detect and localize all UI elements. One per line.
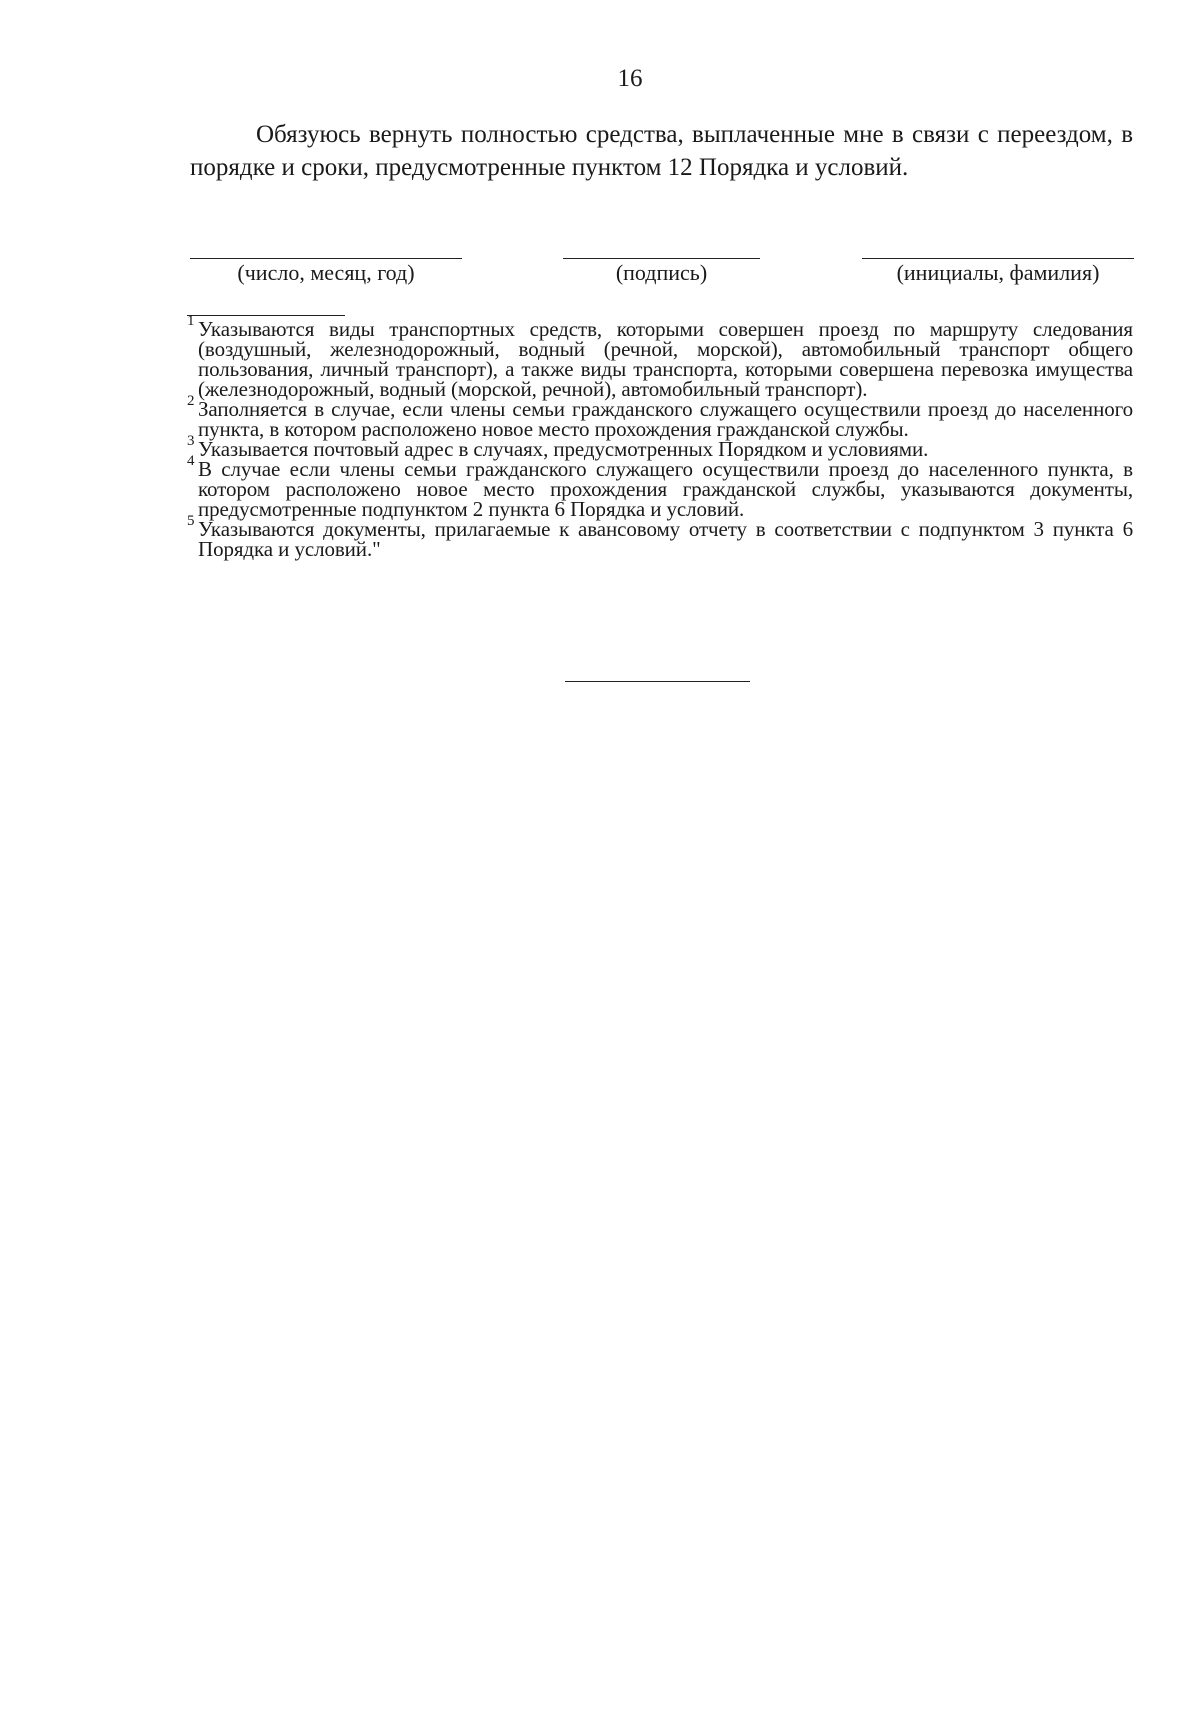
footnote-4 (187, 453, 1133, 521)
footnote-2 (187, 393, 1133, 441)
footnote-5 (187, 513, 1133, 561)
pledge-paragraph: Обязуюсь вернуть полностью средства, выплаченные мне в связи с переездом, в порядке и сроки, предусмотренные пунктом 12 Порядка и условий. (190, 121, 1133, 181)
footnote-1 (187, 313, 1133, 401)
name-signature-line (862, 258, 1134, 259)
signature-label: (подпись) (615, 260, 708, 285)
footnote-text: В случае если члены семьи гражданского служащего осуществили проезд до населенного пункта, в котором расположено новое место прохождения гражданской службы, указываются документы, предусмотренные подпунктом 2 пункта 6 Порядка и условий. (198, 457, 1133, 521)
footnote-text: Указывается почтовый адрес в случаях, предусмотренных Порядком и условиями. (198, 437, 929, 461)
date-signature-line (190, 258, 462, 259)
footnote-marker: 4 (187, 453, 195, 469)
signature-line (563, 258, 760, 259)
footnote-marker: 2 (187, 393, 195, 409)
footnote-3 (187, 433, 1133, 461)
footnote-marker: 3 (187, 433, 195, 449)
footnote-text: Указываются виды транспортных средств, которыми совершен проезд по маршруту следования (воздушный, железнодорожный, водный (речной, морской), автомобильный транспорт общего пользования, личный транспорт), а также виды транспорта, которыми совершена перевозка имущества (железнодорожный, водный (морской, речной), автомобильный транспорт). (198, 317, 1133, 401)
footnote-text: Заполняется в случае, если члены семьи гражданского служащего осуществили проезд до населенного пункта, в котором расположено новое место прохождения гражданской службы. (198, 397, 1133, 441)
footnote-text: Указываются документы, прилагаемые к авансовому отчету в соответствии с подпунктом 3 пункта 6 Порядка и условий." (198, 517, 1133, 561)
footnote-marker: 1 (187, 313, 195, 329)
page-number: 16 (617, 65, 643, 92)
footnote-separator (187, 315, 345, 316)
end-of-document-rule (565, 681, 750, 682)
name-label: (инициалы, фамилия) (896, 260, 1100, 285)
footnotes (187, 313, 1133, 561)
footnote-marker: 5 (187, 513, 195, 529)
date-label: (число, месяц, год) (237, 260, 415, 285)
